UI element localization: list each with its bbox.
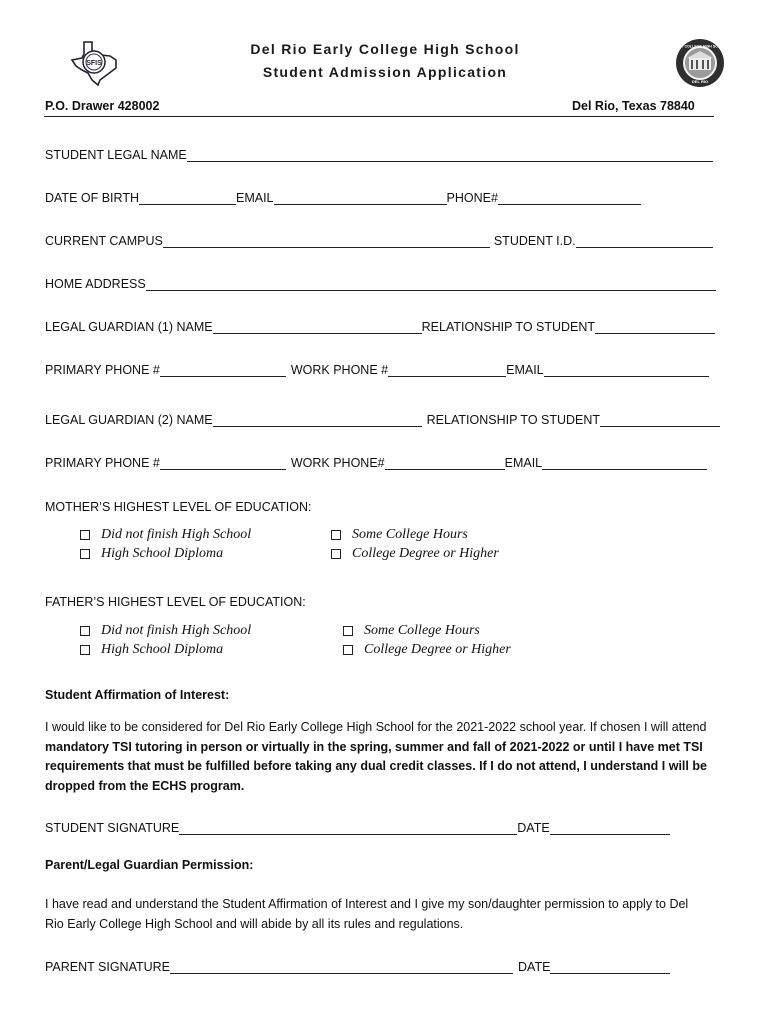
student-name-row — [45, 148, 713, 162]
email2-field[interactable] — [542, 456, 707, 470]
student-id-field[interactable] — [576, 234, 713, 248]
mother-option-hs-diploma[interactable] — [80, 546, 223, 562]
checkbox[interactable] — [343, 626, 353, 636]
seal-top-text: EARLY COLLEGE HIGH SCHOOL — [671, 44, 729, 49]
phone-label: PHONE# — [446, 191, 498, 205]
mother-option-college-degree[interactable] — [331, 546, 499, 562]
parent-date-label: DATE — [518, 960, 551, 974]
father-education-label: FATHER’S HIGHEST LEVEL OF EDUCATION: — [45, 595, 306, 609]
campus-label: CURRENT CAMPUS — [45, 234, 163, 248]
checkbox[interactable] — [343, 645, 353, 655]
guardian1-name-label: LEGAL GUARDIAN (1) NAME — [45, 320, 213, 334]
guardian1-row — [45, 320, 715, 334]
mother-option-some-college[interactable] — [331, 527, 468, 543]
email1-field[interactable] — [544, 363, 709, 377]
guardian2-row — [45, 413, 720, 427]
guardian1-phones-row — [45, 363, 709, 377]
seal-bottom-text: DEL RIO — [691, 79, 709, 84]
work-phone1-label: WORK PHONE # — [290, 363, 389, 377]
work-phone2-label: WORK PHONE# — [290, 456, 385, 470]
affirmation-text-bold: mandatory TSI tutoring in person or virtually in the spring, summer and fall of 2021-2022 or until I have met TSI requirements that must be fulfilled before taking any dual credit classes. If I do not attend, I understand I will be dropped from the ECHS program. — [45, 739, 707, 793]
guardian2-phones-row — [45, 456, 707, 470]
father-option-hs-diploma[interactable] — [80, 642, 223, 658]
primary-phone2-field[interactable] — [160, 456, 286, 470]
permission-heading: Parent/Legal Guardian Permission: — [45, 858, 254, 872]
student-signature-label: STUDENT SIGNATURE — [45, 821, 180, 835]
relationship2-field[interactable] — [600, 413, 720, 427]
relationship1-label: RELATIONSHIP TO STUDENT — [421, 320, 596, 334]
student-date-field[interactable] — [550, 821, 670, 835]
dob-field[interactable] — [139, 191, 236, 205]
email-label: EMAIL — [236, 191, 274, 205]
option-label: Some College Hours — [364, 623, 480, 638]
permission-text: I have read and understand the Student Affirmation of Interest and I give my son/daughter permission to apply to Del Rio Early College High School and will abide by all its rules and regulations. — [45, 897, 689, 931]
parent-signature-label: PARENT SIGNATURE — [45, 960, 171, 974]
primary-phone2-label: PRIMARY PHONE # — [45, 456, 160, 470]
checkbox[interactable] — [331, 530, 341, 540]
dob-row — [45, 191, 641, 205]
option-label: College Degree or Higher — [364, 642, 511, 657]
affirmation-text-normal: I would like to be considered for Del Rio Early College High School for the 2021-2022 school year. If chosen I will attend — [45, 720, 707, 734]
checkbox[interactable] — [80, 549, 90, 559]
checkbox[interactable] — [80, 626, 90, 636]
checkbox[interactable] — [80, 530, 90, 540]
home-address-row — [45, 277, 716, 291]
page-subtitle: Student Admission Application — [262, 64, 508, 80]
seal-text: SFIS — [86, 60, 102, 67]
option-label: Some College Hours — [352, 527, 468, 542]
option-label: College Degree or Higher — [352, 546, 499, 561]
student-name-label: STUDENT LEGAL NAME — [45, 148, 187, 162]
page-title: Del Rio Early College High School — [250, 41, 520, 57]
father-option-college-degree[interactable] — [343, 642, 511, 658]
guardian1-name-field[interactable] — [213, 320, 422, 334]
dob-label: DATE OF BIRTH — [45, 191, 139, 205]
father-option-no-hs[interactable] — [80, 623, 251, 639]
work-phone2-field[interactable] — [385, 456, 505, 470]
email2-label: EMAIL — [504, 456, 543, 470]
email1-label: EMAIL — [506, 363, 544, 377]
parent-date-field[interactable] — [550, 960, 670, 974]
student-id-label: STUDENT I.D. — [493, 234, 576, 248]
primary-phone1-label: PRIMARY PHONE # — [45, 363, 160, 377]
home-address-field[interactable] — [146, 277, 716, 291]
checkbox[interactable] — [331, 549, 341, 559]
relationship2-label: RELATIONSHIP TO STUDENT — [426, 413, 601, 427]
campus-field[interactable] — [163, 234, 490, 248]
primary-phone1-field[interactable] — [160, 363, 286, 377]
mother-education-label: MOTHER’S HIGHEST LEVEL OF EDUCATION: — [45, 500, 312, 514]
mother-option-no-hs[interactable] — [80, 527, 251, 543]
work-phone1-field[interactable] — [388, 363, 506, 377]
guardian2-name-field[interactable] — [213, 413, 422, 427]
option-label: High School Diploma — [101, 642, 224, 657]
parent-signature-row — [45, 960, 670, 974]
checkbox[interactable] — [80, 645, 90, 655]
guardian2-name-label: LEGAL GUARDIAN (2) NAME — [45, 413, 213, 427]
email-field[interactable] — [274, 191, 447, 205]
affirmation-heading: Student Affirmation of Interest: — [45, 688, 230, 702]
option-label: Did not finish High School — [101, 623, 252, 638]
student-signature-row — [45, 821, 670, 835]
campus-row — [45, 234, 713, 248]
father-option-some-college[interactable] — [343, 623, 480, 639]
affirmation-text — [45, 718, 725, 796]
header-divider — [44, 116, 714, 117]
student-signature-field[interactable] — [179, 821, 517, 835]
city-state-zip: Del Rio, Texas 78840 — [572, 99, 695, 113]
home-address-label: HOME ADDRESS — [45, 277, 146, 291]
option-label: Did not finish High School — [101, 527, 252, 542]
option-label: High School Diploma — [101, 546, 224, 561]
student-name-field[interactable] — [187, 148, 713, 162]
phone-field[interactable] — [498, 191, 641, 205]
parent-signature-field[interactable] — [170, 960, 513, 974]
relationship1-field[interactable] — [595, 320, 715, 334]
student-date-label: DATE — [517, 821, 550, 835]
po-drawer: P.O. Drawer 428002 — [45, 99, 160, 113]
